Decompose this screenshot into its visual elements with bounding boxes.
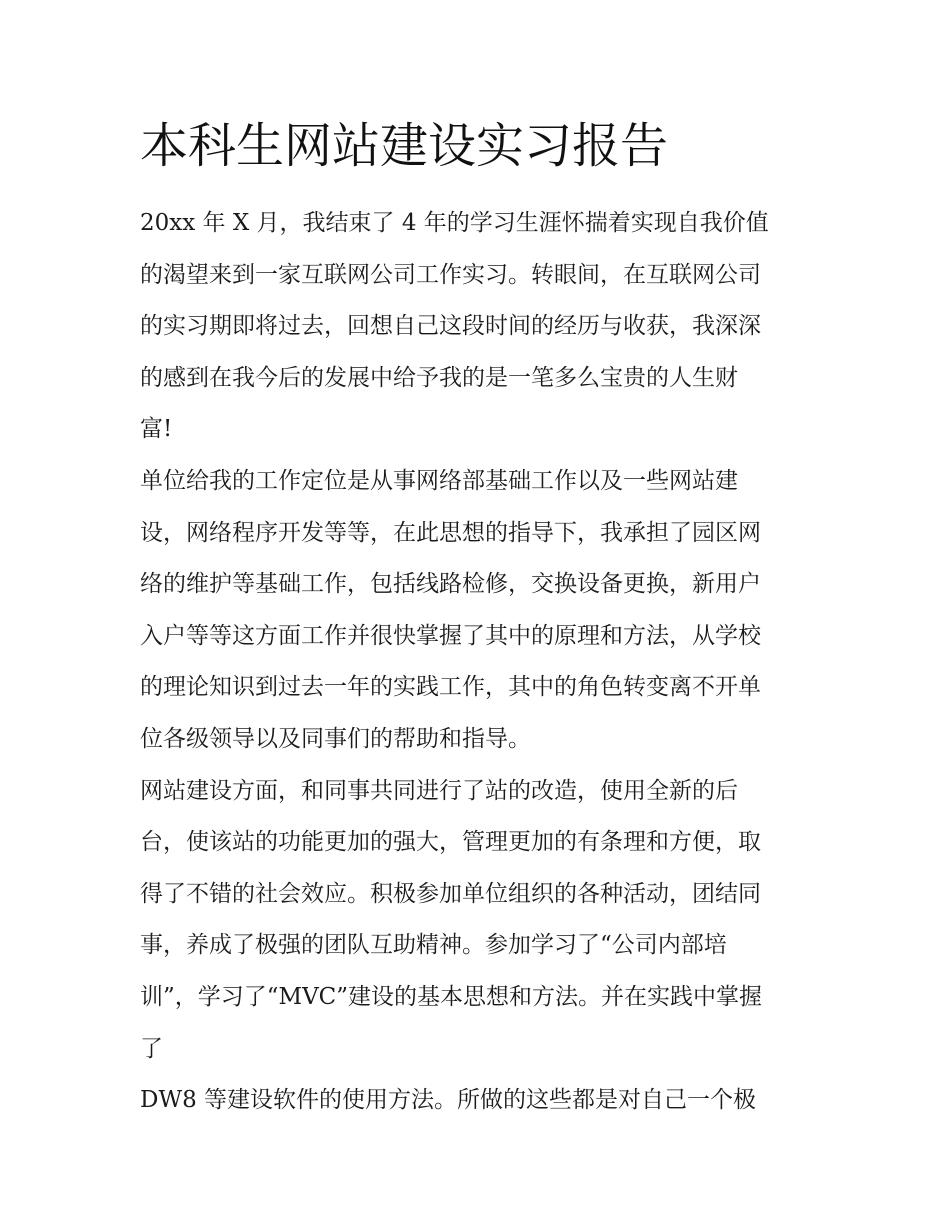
body-line: 的感到在我今后的发展中给予我的是一笔多么宝贵的人生财 <box>140 364 738 391</box>
body-line: 训”，学习了“MVC”建设的基本思想和方法。并在实践中掌握 <box>140 983 763 1010</box>
body-line: 得了不错的社会效应。积极参加单位组织的各种活动，团结同 <box>140 880 761 907</box>
body-line: 的实习期即将过去，回想自己这段时间的经历与收获，我深深 <box>140 313 761 340</box>
body-line: 20xx 年 X 月，我结束了 4 年的学习生涯怀揣着实现自我价值 <box>140 210 769 236</box>
body-line: 事，养成了极强的团队互助精神。参加学习了“公司内部培 <box>140 932 727 959</box>
body-line: 设，网络程序开发等等，在此思想的指导下，我承担了园区网 <box>140 519 761 546</box>
body-line: 入户等等这方面工作并很快掌握了其中的原理和方法，从学校 <box>140 622 761 649</box>
body-line: 的理论知识到过去一年的实践工作，其中的角色转变离不开单 <box>140 674 761 701</box>
body-line: DW8 等建设软件的使用方法。所做的这些都是对自己一个极 <box>140 1087 757 1114</box>
document-title: 本科生网站建设实习报告 <box>140 118 669 174</box>
body-line: 了 <box>140 1035 163 1062</box>
body-line: 络的维护等基础工作，包括线路检修，交换设备更换，新用户 <box>140 571 761 598</box>
body-line: 台，使该站的功能更加的强大，管理更加的有条理和方便，取 <box>140 829 761 856</box>
body-line: 网站建设方面，和同事共同进行了站的改造，使用全新的后 <box>140 777 738 804</box>
body-line: 的渴望来到一家互联网公司工作实习。转眼间，在互联网公司 <box>140 261 761 288</box>
body-line: 富! <box>140 416 173 443</box>
body-line: 单位给我的工作定位是从事网络部基础工作以及一些网站建 <box>140 467 738 494</box>
body-line: 位各级领导以及同事们的帮助和指导。 <box>140 725 531 752</box>
document-body <box>140 201 820 1130</box>
